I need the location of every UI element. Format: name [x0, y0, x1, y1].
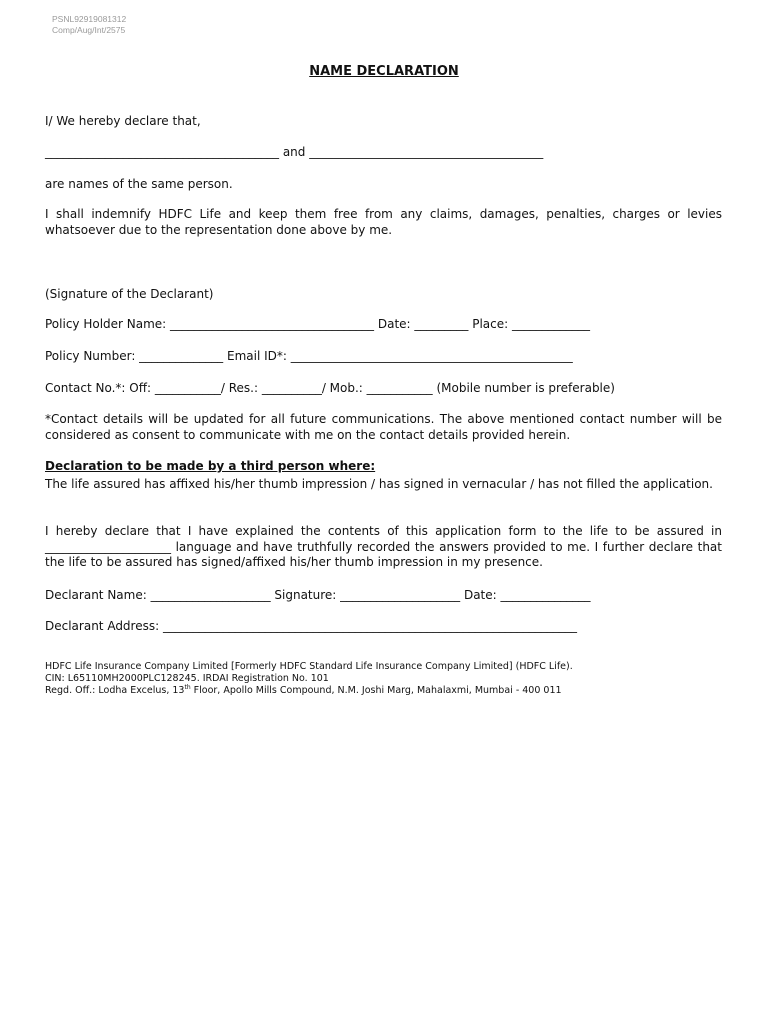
names-blank-line: _______________________________________ and _______________________________________: [45, 145, 544, 159]
intro-text: I/ We hereby declare that,: [45, 114, 201, 128]
contact-note: *Contact details will be updated for all future communications. The above mentioned contact number will be considered as consent to communicate with me on the contact details provided herein.: [45, 412, 722, 442]
signature-label: (Signature of the Declarant): [45, 287, 214, 301]
declarant-name-line: Declarant Name: ____________________ Signature: ____________________ Date: _______________: [45, 588, 591, 602]
footer-address: [45, 685, 562, 697]
footer-address-pre: Regd. Off.: Lodha Excelus, 13: [45, 685, 185, 696]
explained-paragraph: I hereby declare that I have explained the contents of this application form to the life to be assured in _____________________ language and have truthfully recorded the answers provided to me. I further declare that the life to be assured has signed/affixed his/her thumb impression in my presence.: [45, 524, 722, 569]
third-person-heading: Declaration to be made by a third person where:: [45, 459, 376, 473]
footer-address-sup: th: [184, 683, 191, 691]
reference-comp: Comp/Aug/Int/2575: [52, 25, 126, 35]
document-reference: [52, 14, 126, 36]
page-title: NAME DECLARATION: [309, 64, 459, 79]
third-person-text: The life assured has affixed his/her thumb impression / has signed in vernacular / has not filled the application.: [45, 477, 713, 491]
policy-holder-line: Policy Holder Name: __________________________________ Date: _________ Place: _____________: [45, 317, 590, 331]
footer-company: HDFC Life Insurance Company Limited [Formerly HDFC Standard Life Insurance Company Limited] (HDFC Life).: [45, 661, 573, 672]
footer-address-post: Floor, Apollo Mills Compound, N.M. Joshi Marg, Mahalaxmi, Mumbai - 400 011: [190, 685, 562, 696]
footer-cin: CIN: L65110MH2000PLC128245. IRDAI Registration No. 101: [45, 673, 329, 684]
policy-number-line: Policy Number: ______________ Email ID*: _______________________________________________: [45, 349, 573, 363]
declarant-address-line: Declarant Address: _____________________________________________________________________: [45, 619, 577, 633]
contact-line: Contact No.*: Off: ___________/ Res.: __________/ Mob.: ___________ (Mobile number is preferable): [45, 381, 615, 395]
same-person-text: are names of the same person.: [45, 177, 233, 191]
reference-code: PSNL92919081312: [52, 14, 127, 24]
indemnify-paragraph: I shall indemnify HDFC Life and keep them free from any claims, damages, penalties, charges or levies whatsoever due to the representation done above by me.: [45, 207, 722, 237]
